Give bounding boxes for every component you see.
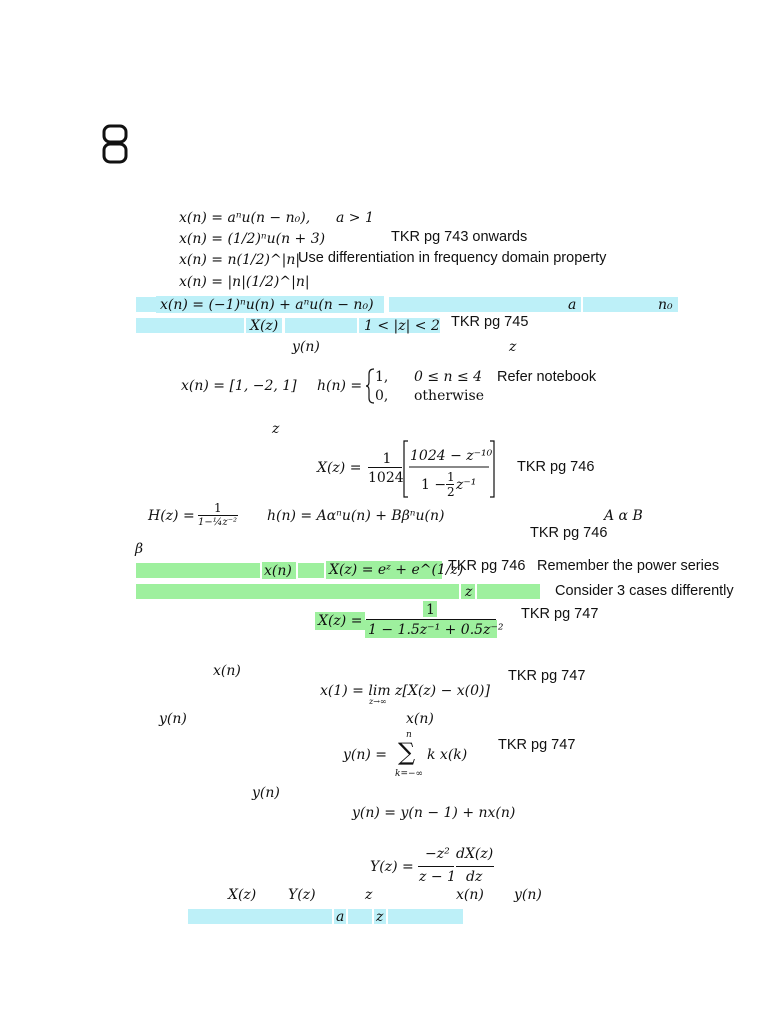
eq-line-13-X: X(z) = eᶻ + e^(1/z) [329,562,464,578]
eq-line-7-y: y(n) [292,339,320,355]
highlight [389,297,563,312]
note-line-13: TKR pg 746 [448,558,526,574]
eq-line-10-bracket-den-pre: 1 − [421,477,447,493]
note-line-8: Refer notebook [497,369,597,385]
eq-line-23-z: z [365,887,373,903]
eq-line-10-lhs: X(z) = [317,460,362,476]
eq-line-9-z: z [272,421,280,437]
eq-line-2: x(n) = (1/2)ⁿu(n + 3) [179,231,326,247]
eq-line-11-vars: A α B [604,508,643,524]
eq-line-23-y: y(n) [514,887,542,903]
note-line-19: TKR pg 747 [498,737,576,753]
fraction-bar [366,619,496,620]
piecewise-case-1-cond: 0 ≤ n ≤ 4 [414,369,483,385]
fraction-bar [368,467,402,468]
eq-line-24-z: z [376,909,384,925]
eq-line-15-num: 1 [426,602,435,618]
highlight [583,297,653,312]
section-number-glyph [102,124,128,164]
highlight [477,584,540,599]
eq-line-1: x(n) = aⁿu(n − n₀), [179,210,311,226]
note-line-3: Use differentiation in frequency domain property [298,250,607,266]
eq-line-22-den2: dz [466,869,483,885]
eq-line-21: y(n) = y(n − 1) + nx(n) [352,805,516,821]
eq-line-17: x(1) = lim z[X(z) − x(0)] [320,683,490,699]
note-line-11: TKR pg 746 [530,525,608,541]
highlight [388,909,463,924]
eq-line-7-z: z [509,339,517,355]
note-line-10: TKR pg 746 [517,459,595,475]
eq-line-4: x(n) = |n|(1/2)^|n| [179,274,310,290]
note-line-16: TKR pg 747 [508,668,586,684]
eq-line-19-body: k x(k) [427,747,468,763]
eq-line-18-y: y(n) [159,711,187,727]
note-line-14: Consider 3 cases differently [555,583,734,599]
note-line-15: TKR pg 747 [521,606,599,622]
eq-line-23-x: x(n) [456,887,484,903]
piecewise-case-1-value: 1, [375,369,389,385]
eq-line-8-h: h(n) = [317,378,363,394]
note-line-13b: Remember the power series [537,558,720,574]
eq-line-12-beta: β [135,541,144,557]
eq-line-8-x: x(n) = [1, −2, 1] [181,378,297,394]
eq-line-11-lhs: H(z) = [148,508,195,524]
eq-line-22-num2: dX(z) [456,846,494,862]
highlight [136,297,156,312]
eq-line-18-x: x(n) [406,711,434,727]
highlight [136,584,459,599]
fraction-bar [198,515,238,516]
highlight [136,318,244,333]
eq-line-1-condition: a > 1 [336,210,374,226]
summation-icon: ∑ [398,738,416,766]
brace-icon [365,368,375,404]
eq-line-10-bracket-den-post: z⁻¹ [456,477,477,493]
eq-line-11-num: 1 [214,501,222,515]
piecewise-case-2-value: 0, [375,388,389,404]
note-line-2: TKR pg 743 onwards [391,229,528,245]
eq-line-19-lhs: y(n) = [343,747,388,763]
highlight [298,563,324,578]
eq-line-10-half-num: 1 [447,470,455,484]
eq-line-10-half-den: 2 [447,485,455,499]
eq-line-5-n0: n₀ [658,297,673,313]
highlight [285,318,357,333]
highlight [188,909,332,924]
eq-line-6-roc: 1 < |z| < 2 [364,318,440,334]
eq-line-5: x(n) = (−1)ⁿu(n) + aⁿu(n − n₀) [160,297,374,313]
eq-line-16-x: x(n) [213,663,241,679]
eq-line-3: x(n) = n(1/2)^|n| [179,252,301,268]
eq-line-10-bracket-num: 1024 − z⁻¹⁰ [410,448,493,464]
piecewise-case-2-cond: otherwise [414,388,484,404]
fraction-bar [456,866,494,867]
eq-line-20-y: y(n) [252,785,280,801]
eq-line-5-a: a [568,297,577,313]
eq-line-22-num1: −z² [425,846,450,862]
eq-line-13-x: x(n) [264,563,292,579]
fraction-bar [418,866,454,867]
eq-line-10-den: 1024 [368,470,404,486]
eq-line-17-sub: z→∞ [369,697,387,706]
eq-line-15-lhs: X(z) = [318,613,363,629]
eq-line-23-X: X(z) [228,887,257,903]
eq-line-22-lhs: Y(z) = [370,859,414,875]
eq-line-15-den: 1 − 1.5z⁻¹ + 0.5z⁻² [368,622,504,638]
eq-line-24-a: a [336,909,345,925]
highlight [136,563,260,578]
eq-line-10-num: 1 [382,451,392,467]
eq-line-14-z: z [465,584,473,600]
eq-line-11-den: 1−¼z⁻² [198,517,237,528]
eq-line-23-Y: Y(z) [288,887,316,903]
highlight [348,909,372,924]
eq-line-22-den1: z − 1 [419,869,456,885]
note-line-6: TKR pg 745 [451,314,529,330]
eq-line-19-top: n [406,730,412,740]
eq-line-6-X: X(z) [250,318,279,334]
eq-line-11-h: h(n) = Aαⁿu(n) + Bβⁿu(n) [267,508,445,524]
eq-line-19-bot: k=−∞ [395,769,424,779]
